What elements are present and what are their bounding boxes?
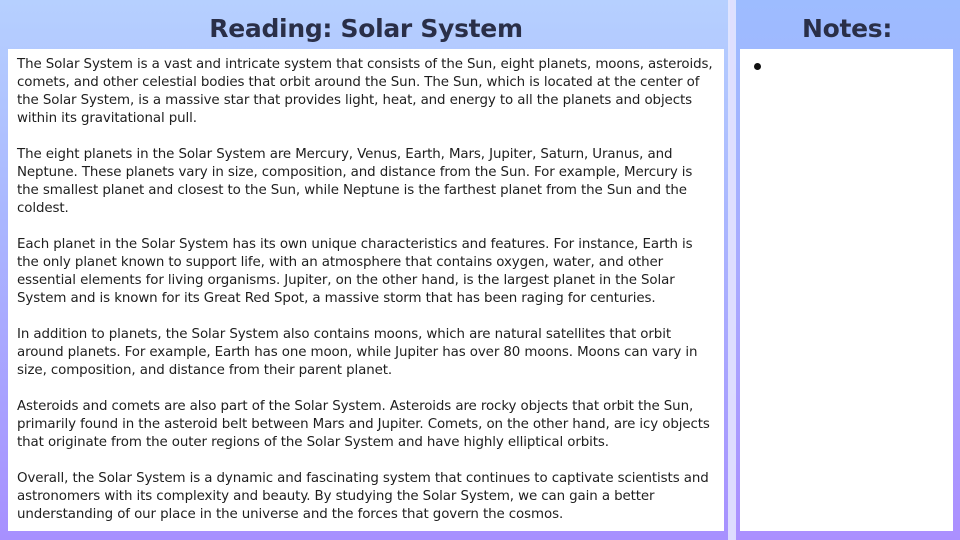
reading-paragraph-6: Overall, the Solar System is a dynamic and fascinating system that continues to captivate scientists and astronomers with its complexity and beauty. By studying the Solar System, we can gain a better understanding of our place in the universe and the forces that govern the cosmos. <box>17 471 709 522</box>
reading-text-box <box>8 49 724 531</box>
reading-paragraph-2: The eight planets in the Solar System are Mercury, Venus, Earth, Mars, Jupiter, Saturn, Uranus, and Neptune. These planets vary in size, composition, and distance from the Sun. For example, Mercury is the smallest planet and closest to the Sun, while Neptune is the farthest planet from the Sun and the coldest. <box>17 147 693 216</box>
reading-paragraph-4: In addition to planets, the Solar System also contains moons, which are natural satellites that orbit around planets. For example, Earth has one moon, while Jupiter has over 80 moons. Moons can vary in size, composition, and distance from their parent planet. <box>17 327 698 378</box>
notes-title: Notes: <box>801 14 893 43</box>
panel-divider <box>728 0 736 540</box>
notes-text-box[interactable] <box>740 49 953 531</box>
reading-paragraph-3: Each planet in the Solar System has its own unique characteristics and features. For instance, Earth is the only planet known to support life, with an atmosphere that contains oxygen, water, and other essential elements for living organisms. Jupiter, on the other hand, is the largest planet in the Solar System and is known for its Great Red Spot, a massive storm that has been raging for centuries. <box>17 237 693 306</box>
reading-title: Reading: Solar System <box>209 14 523 43</box>
reading-paragraph-5: Asteroids and comets are also part of the Solar System. Asteroids are rocky objects that orbit the Sun, primarily found in the asteroid belt between Mars and Jupiter. Comets, on the other hand, are icy objects that originate from the outer regions of the Solar System and have highly elliptical orbits. <box>17 399 710 450</box>
bullet-point-icon <box>754 63 761 70</box>
reading-paragraph-1: The Solar System is a vast and intricate system that consists of the Sun, eight planets, moons, asteroids, comets, and other celestial bodies that orbit around the Sun. The Sun, which is located at the center of the Solar System, is a massive star that provides light, heat, and energy to all the planets and objects within its gravitational pull. <box>17 57 713 126</box>
